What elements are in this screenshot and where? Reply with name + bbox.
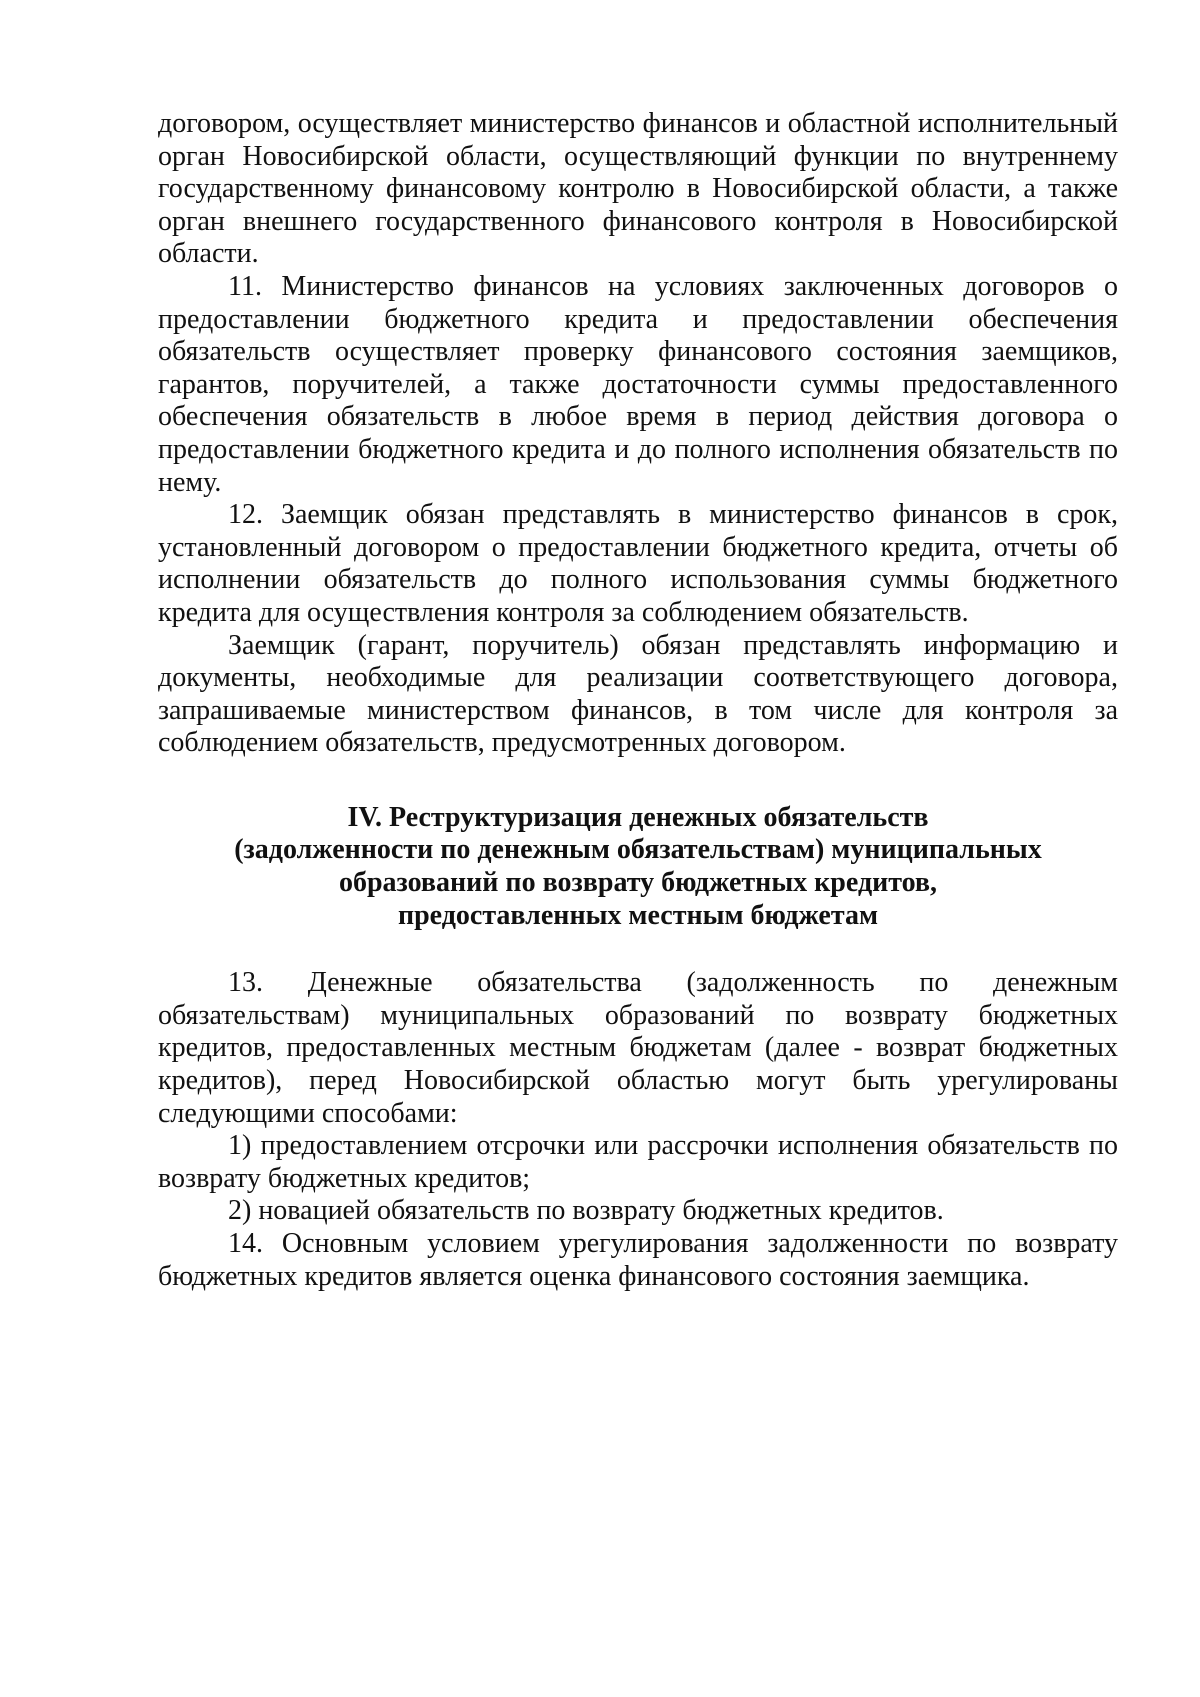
document-page [158, 108, 1118, 1293]
paragraph-item-12: 12. Заемщик обязан представлять в министерство финансов в срок, установленный договором о предоставлении бюджетного кредита, отчеты об исполнении обязательств до полного использования суммы бюджетного кредита для осуществления контроля за соблюдением обязательств. [158, 499, 1118, 628]
section-heading-line: IV. Реструктуризация денежных обязательств [347, 801, 929, 833]
paragraph-subitem-2: 2) новацией обязательств по возврату бюджетных кредитов. [228, 1195, 944, 1227]
section-heading-line: образований по возврату бюджетных кредитов, [338, 867, 938, 899]
paragraph-continuation: договором, осуществляет министерство финансов и областной исполнительный орган Новосибирской области, осуществляющий функции по внутреннему государственному финансовому контролю в Новосибирской области, а также орган внешнего государственного финансового контроля в Новосибирской области. [158, 108, 1118, 270]
paragraph-item-13: 13. Денежные обязательства (задолженность по денежным обязательствам) муниципальных образований по возврату бюджетных кредитов, предоставленных местным бюджетам (далее - возврат бюджетных кредитов), перед Новосибирской областью могут быть урегулированы следующими способами: [158, 967, 1118, 1129]
paragraph-borrower-obligation: Заемщик (гарант, поручитель) обязан представлять информацию и документы, необходимые для реализации соответствующего договора, запрашиваемые министерством финансов, в том числе для контроля за соблюдением обязательств, предусмотренных договором. [158, 629, 1118, 759]
section-heading-line: предоставленных местным бюджетам [397, 899, 879, 931]
section-heading [158, 802, 1118, 932]
paragraph-item-14: 14. Основным условием урегулирования задолженности по возврату бюджетных кредитов является оценка финансового состояния заемщика. [158, 1228, 1118, 1292]
section-heading-line: (задолженности по денежным обязательствам) муниципальных [234, 834, 1042, 866]
paragraph-item-11: 11. Министерство финансов на условиях заключенных договоров о предоставлении бюджетного кредита и предоставлении обеспечения обязательств осуществляет проверку финансового состояния заемщиков, гарантов, поручителей, а также достаточности суммы предоставленного обеспечения обязательств в любое время в период действия договора о предоставлении бюджетного кредита и до полного исполнения обязательств по нему. [158, 270, 1118, 498]
paragraph-subitem-1: 1) предоставлением отсрочки или рассрочки исполнения обязательств по возврату бюджетных кредитов; [158, 1130, 1118, 1194]
